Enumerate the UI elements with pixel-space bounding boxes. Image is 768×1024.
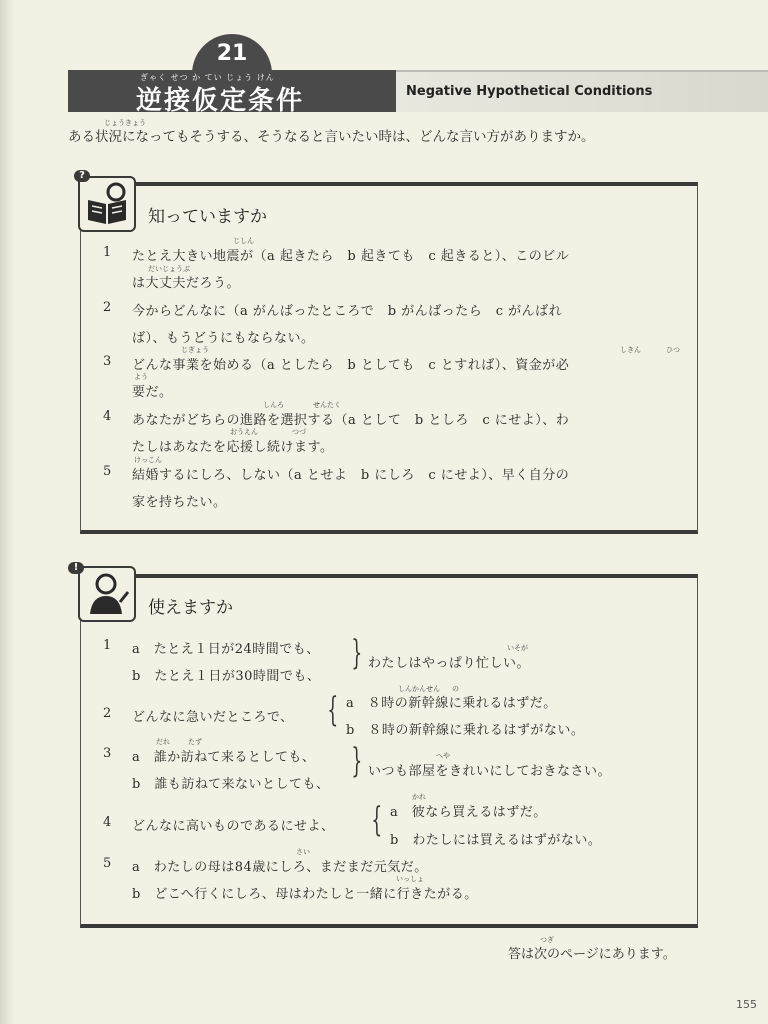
item-option-b: b たとえ１日が30時間でも、	[132, 669, 321, 684]
item-line: ば）、もうどうにもならない。	[132, 331, 315, 346]
item-option-b: b ８時の新幹線に乗れるはずがない。	[346, 723, 585, 738]
item-line: あなたがどちらの進路を選択する（a として b としろ c にせよ）、わ	[132, 413, 570, 428]
ruby: よう	[134, 373, 148, 381]
page-number: 155	[736, 998, 757, 1011]
ruby: おうえん	[230, 428, 258, 436]
page-edge-shadow	[0, 0, 14, 1024]
answer-note: 答は次のページにあります。	[508, 947, 676, 962]
item-line: どんな事業を始める（a としたら b としても c とすれば）、資金が必	[132, 358, 570, 373]
ruby: だいじょうぶ	[148, 265, 190, 273]
ruby: の	[452, 685, 459, 693]
section-know-heading: 知っていますか	[148, 207, 267, 227]
page-subtitle-english: Negative Hypothetical Conditions	[406, 84, 653, 99]
item-number: 3	[103, 746, 112, 761]
item-number: 4	[103, 815, 112, 830]
ruby: しきん	[620, 346, 641, 354]
item-number: 1	[103, 638, 112, 653]
item-shared-clause: いつも部屋をきれいにしておきなさい。	[368, 764, 612, 779]
brace-right: }	[351, 633, 363, 673]
item-line: たとえ大きい地震が（a 起きたら b 起きても c 起きると）、このビル	[132, 249, 570, 264]
item-option-a: a 誰か訪ねて来るとしても、	[132, 750, 316, 765]
item-number: 5	[103, 856, 112, 871]
item-line: 家を持ちたい。	[132, 495, 227, 510]
ruby: いそが	[507, 644, 528, 652]
student-with-pencil-icon	[78, 566, 136, 622]
lesson-number-tab: 21	[192, 34, 272, 78]
item-option-b: b 誰も訪ねて来ないとしても、	[132, 777, 330, 792]
brace-right: }	[351, 741, 363, 781]
item-line: 今からどんなに（a がんばったところで b がんばったら c がんばれ	[132, 304, 563, 319]
item-line: は大丈夫だろう。	[132, 276, 241, 291]
ruby: つづ	[292, 428, 306, 436]
ruby: たず	[188, 738, 202, 746]
ruby: ひつ	[666, 346, 680, 354]
ruby: けっこん	[134, 456, 162, 464]
ruby: しんろ	[263, 401, 284, 409]
ruby: じぎょう	[181, 346, 209, 354]
intro-question: ある状況になってもそうする、そうなると言いたい時は、どんな言い方がありますか。	[68, 129, 595, 145]
item-shared-clause: わたしはやっぱり忙しい。	[368, 656, 531, 671]
item-option-a: a わたしの母は84歳にしろ、まだまだ元気だ。	[132, 860, 428, 875]
ruby: へや	[436, 752, 450, 760]
item-line: 結婚するにしろ、しない（a とせよ b にしろ c にせよ）、早く自分の	[132, 468, 570, 483]
item-option-b: b どこへ行くにしろ、母はわたしと一緒に行きたがる。	[132, 887, 478, 902]
item-line: 要だ。	[132, 385, 173, 400]
brace-left: {	[371, 800, 383, 840]
item-number: 3	[103, 354, 112, 369]
section-use-heading: 使えますか	[148, 598, 233, 618]
ruby: つぎ	[540, 936, 554, 944]
item-number: 5	[103, 464, 112, 479]
ruby: いっしょ	[396, 875, 424, 883]
brace-left: {	[327, 690, 339, 730]
ruby: しんかんせん	[398, 685, 440, 693]
ruby: だれ	[156, 738, 170, 746]
item-number: 1	[103, 245, 112, 260]
item-line: たしはあなたを応援し続けます。	[132, 440, 334, 455]
item-option-b: b わたしには買えるはずがない。	[390, 833, 602, 848]
item-shared-clause: どんなに急いだところで、	[132, 710, 294, 725]
ruby: かれ	[412, 793, 426, 801]
item-number: 4	[103, 409, 112, 424]
item-number: 2	[103, 300, 112, 315]
exclamation-icon: !	[68, 562, 84, 574]
ruby: さい	[296, 848, 310, 856]
ruby: じしん	[233, 237, 254, 245]
item-number: 2	[103, 706, 112, 721]
intro-ruby: じょうきょう	[104, 119, 146, 127]
title-ruby: ぎゃく せつ か てい じょう けん	[140, 73, 275, 82]
item-shared-clause: どんなに高いものであるにせよ、	[132, 819, 335, 834]
ruby: せんたく	[313, 401, 341, 409]
page-title: 逆接仮定条件	[136, 86, 305, 116]
item-option-a: a 彼なら買えるはずだ。	[390, 805, 547, 820]
item-option-a: a ８時の新幹線に乗れるはずだ。	[346, 696, 557, 711]
item-option-a: a たとえ１日が24時間でも、	[132, 642, 320, 657]
question-mark-icon: ?	[74, 170, 90, 182]
book-reader-icon	[78, 176, 136, 232]
